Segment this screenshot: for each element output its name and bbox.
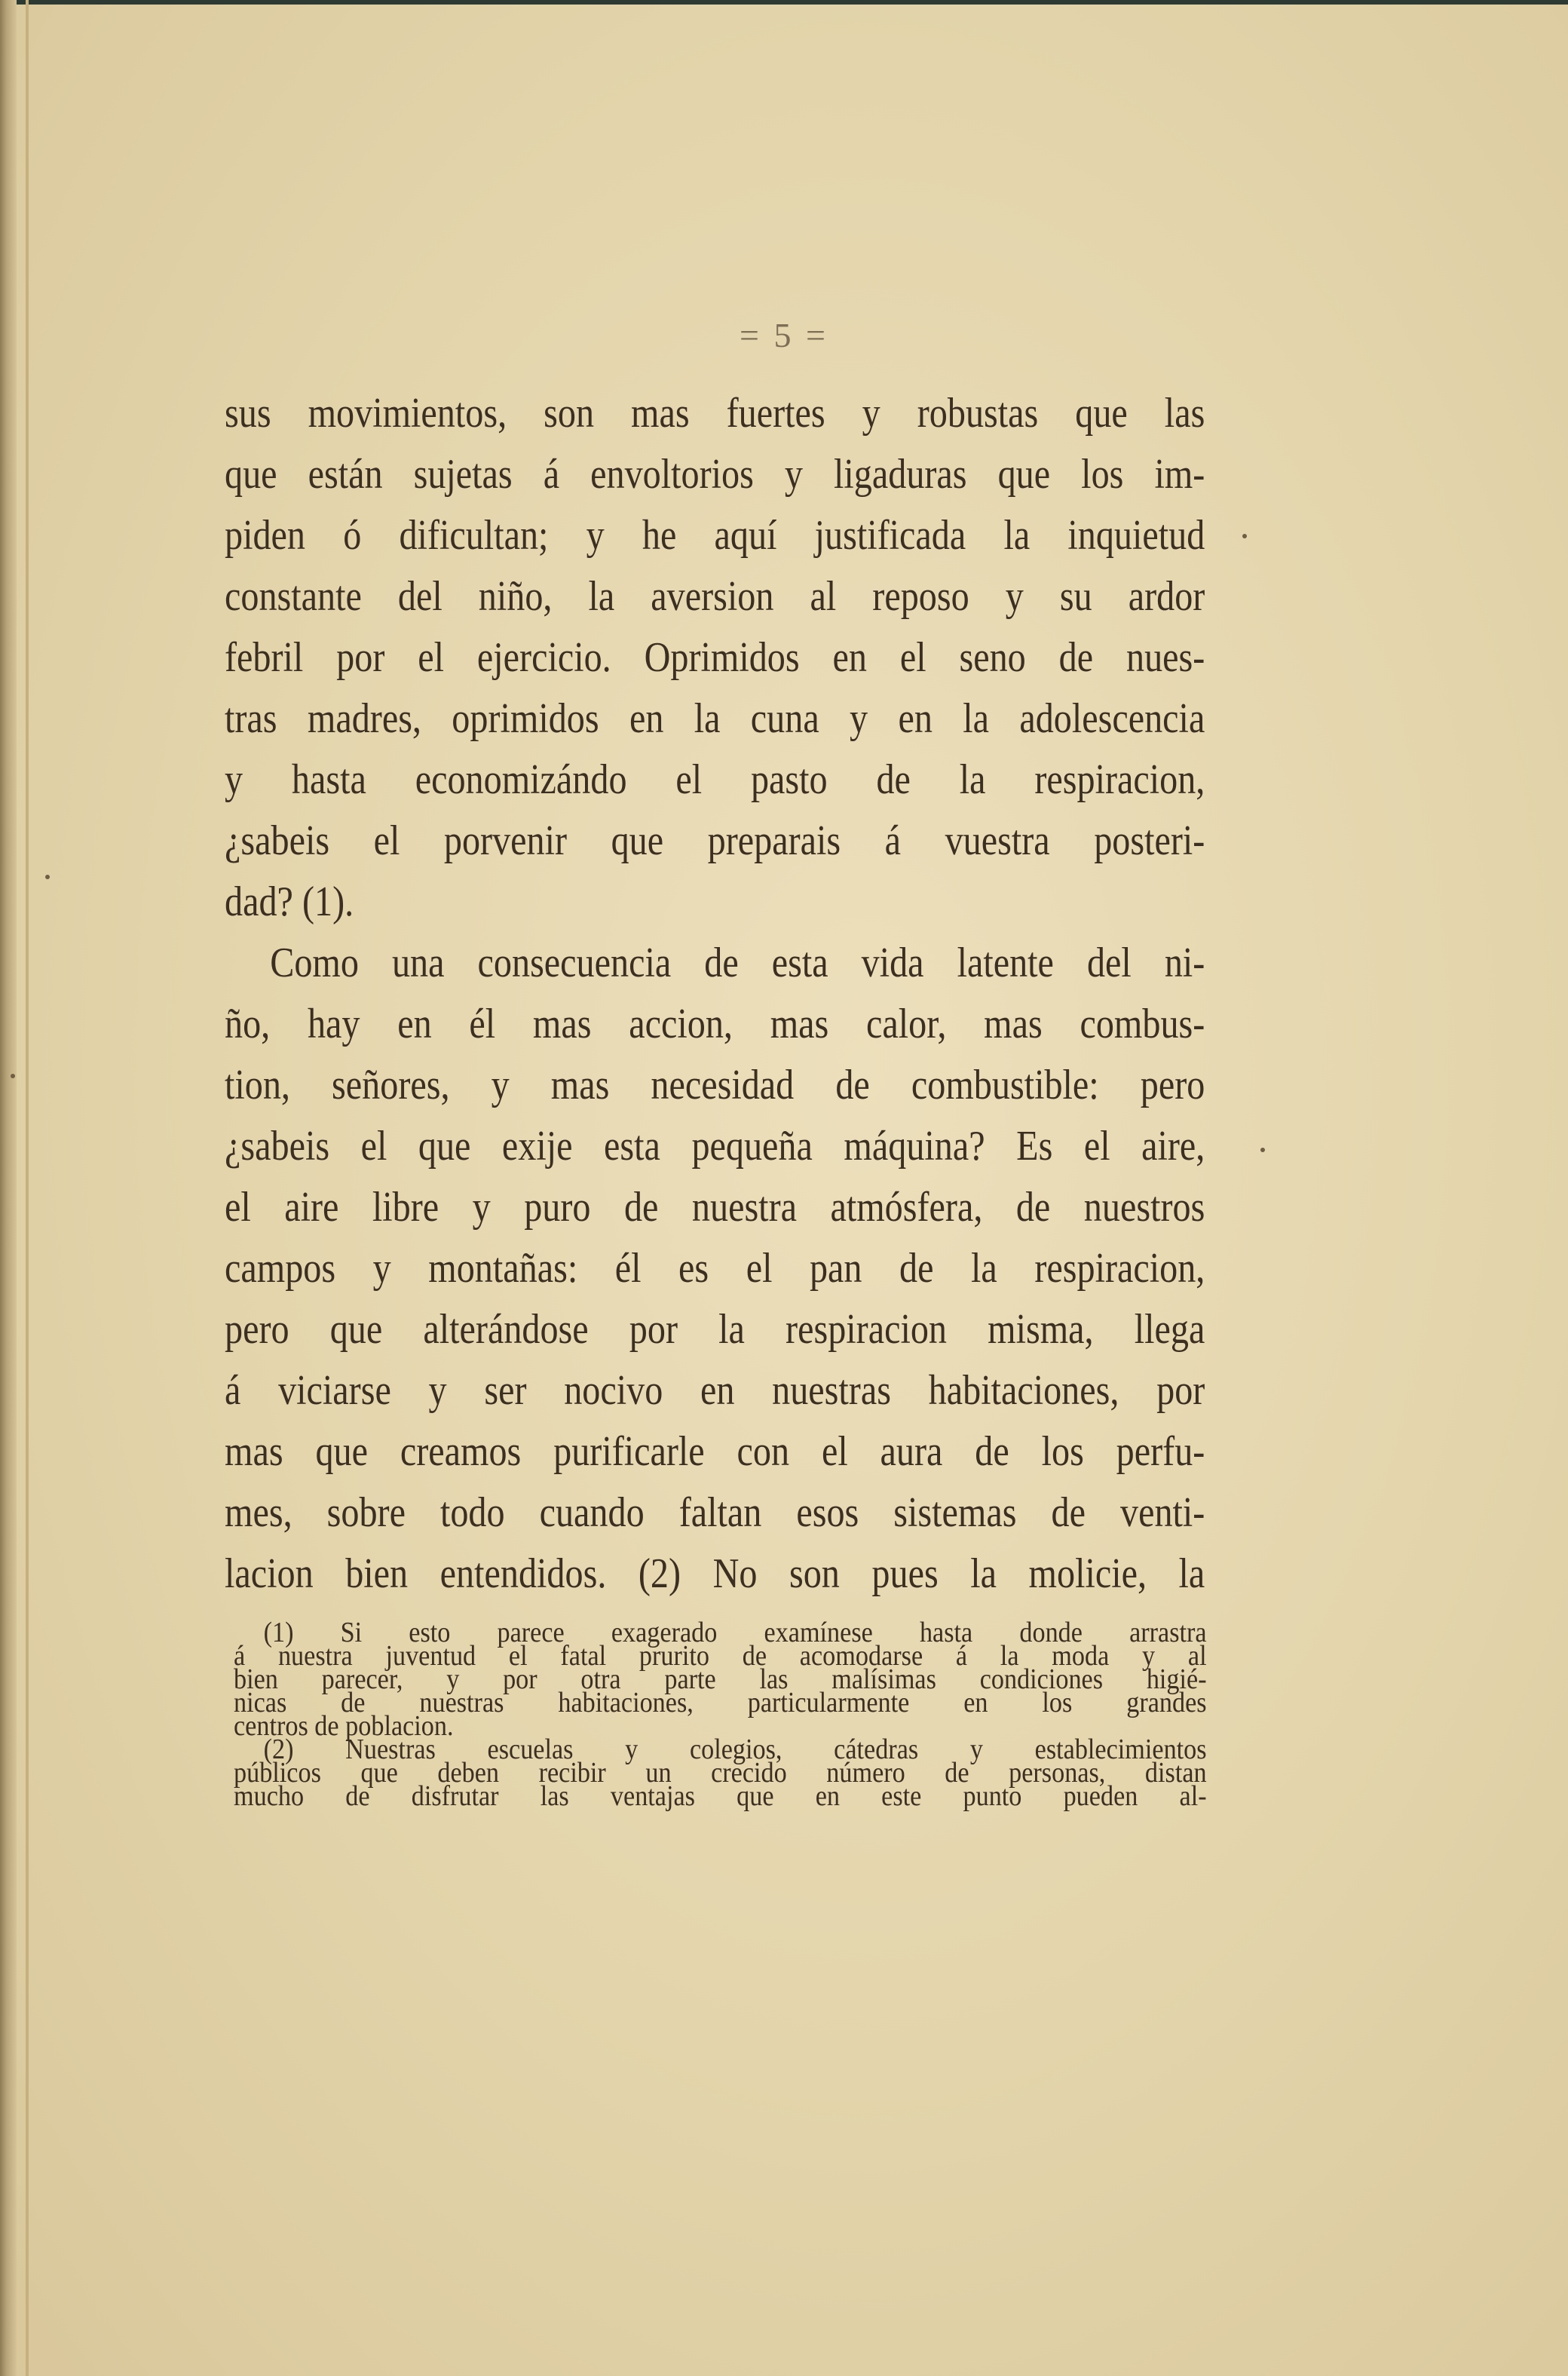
book-binding-edge [0,0,17,2376]
paper-speck [45,875,50,879]
footnote-line: á nuestra juventud el fatal prurito de acomodarse á la moda y al [234,1640,1207,1672]
footnote-line: nicas de nuestras habitaciones, particularmente en los grandes [234,1687,1207,1718]
text-line: lacion bien entendidos. (2) No son pues la molicie, la [225,1550,1205,1597]
page-top-edge [0,0,1568,5]
text-line: el aire libre y puro de nuestra atmósfera, de nuestros [225,1184,1205,1231]
text-line: á viciarse y ser nocivo en nuestras habitaciones, por [225,1367,1205,1414]
text-line: mas que creamos purificarle con el aura de los perfu- [225,1428,1205,1475]
text-line: campos y montañas: él es el pan de la respiracion, [225,1245,1205,1292]
footnote-line: centros de poblacion. [234,1710,454,1742]
text-line: piden ó dificultan; y he aquí justificada la inquietud [225,512,1205,559]
text-line: Como una consecuencia de esta vida latente del ni- [270,940,1205,986]
paper-speck [1242,534,1247,538]
text-line: ño, hay en él mas accion, mas calor, mas combus- [225,1001,1205,1047]
text-line: tras madres, oprimidos en la cuna y en la adolescencia [225,695,1205,742]
text-line: que están sujetas á envoltorios y ligaduras que los im- [225,451,1205,498]
body-text [225,383,1205,1605]
footnote-line: públicos que deben recibir un crecido número de personas, distan [234,1757,1207,1789]
text-line: mes, sobre todo cuando faltan esos sistemas de venti- [225,1489,1205,1536]
text-line: dad? (1). [225,878,354,925]
footnote-line: bien parecer, y por otra parte las malísimas condiciones higié- [234,1663,1207,1695]
text-line: ¿sabeis el porvenir que preparais á vuestra posteri- [225,817,1205,864]
text-line: y hasta economizándo el pasto de la respiracion, [225,756,1205,803]
text-line: pero que alterándose por la respiracion misma, llega [225,1306,1205,1353]
footnotes [234,1617,1207,1812]
footnote-line: (1) Si esto parece exagerado examínese hasta donde arrastra [263,1617,1207,1648]
text-line: ¿sabeis el que exije esta pequeña máquina? Es el aire, [225,1123,1205,1170]
text-line: tion, señores, y mas necesidad de combustible: pero [225,1062,1205,1108]
footnote-line: (2) Nuestras escuelas y colegios, cátedras y establecimientos [263,1734,1207,1765]
text-line: constante del niño, la aversion al reposo y su ardor [225,573,1205,620]
paper-speck [11,1074,15,1078]
footnote-line: mucho de disfrutar las ventajas que en este punto pueden al- [234,1780,1207,1812]
text-line: febril por el ejercicio. Oprimidos en el seno de nues- [225,634,1205,681]
paper-speck [1260,1148,1265,1152]
binding-shadow-line [26,0,29,2376]
text-line: sus movimientos, son mas fuertes y robustas que las [225,390,1205,437]
page-number: = 5 = [740,316,828,354]
